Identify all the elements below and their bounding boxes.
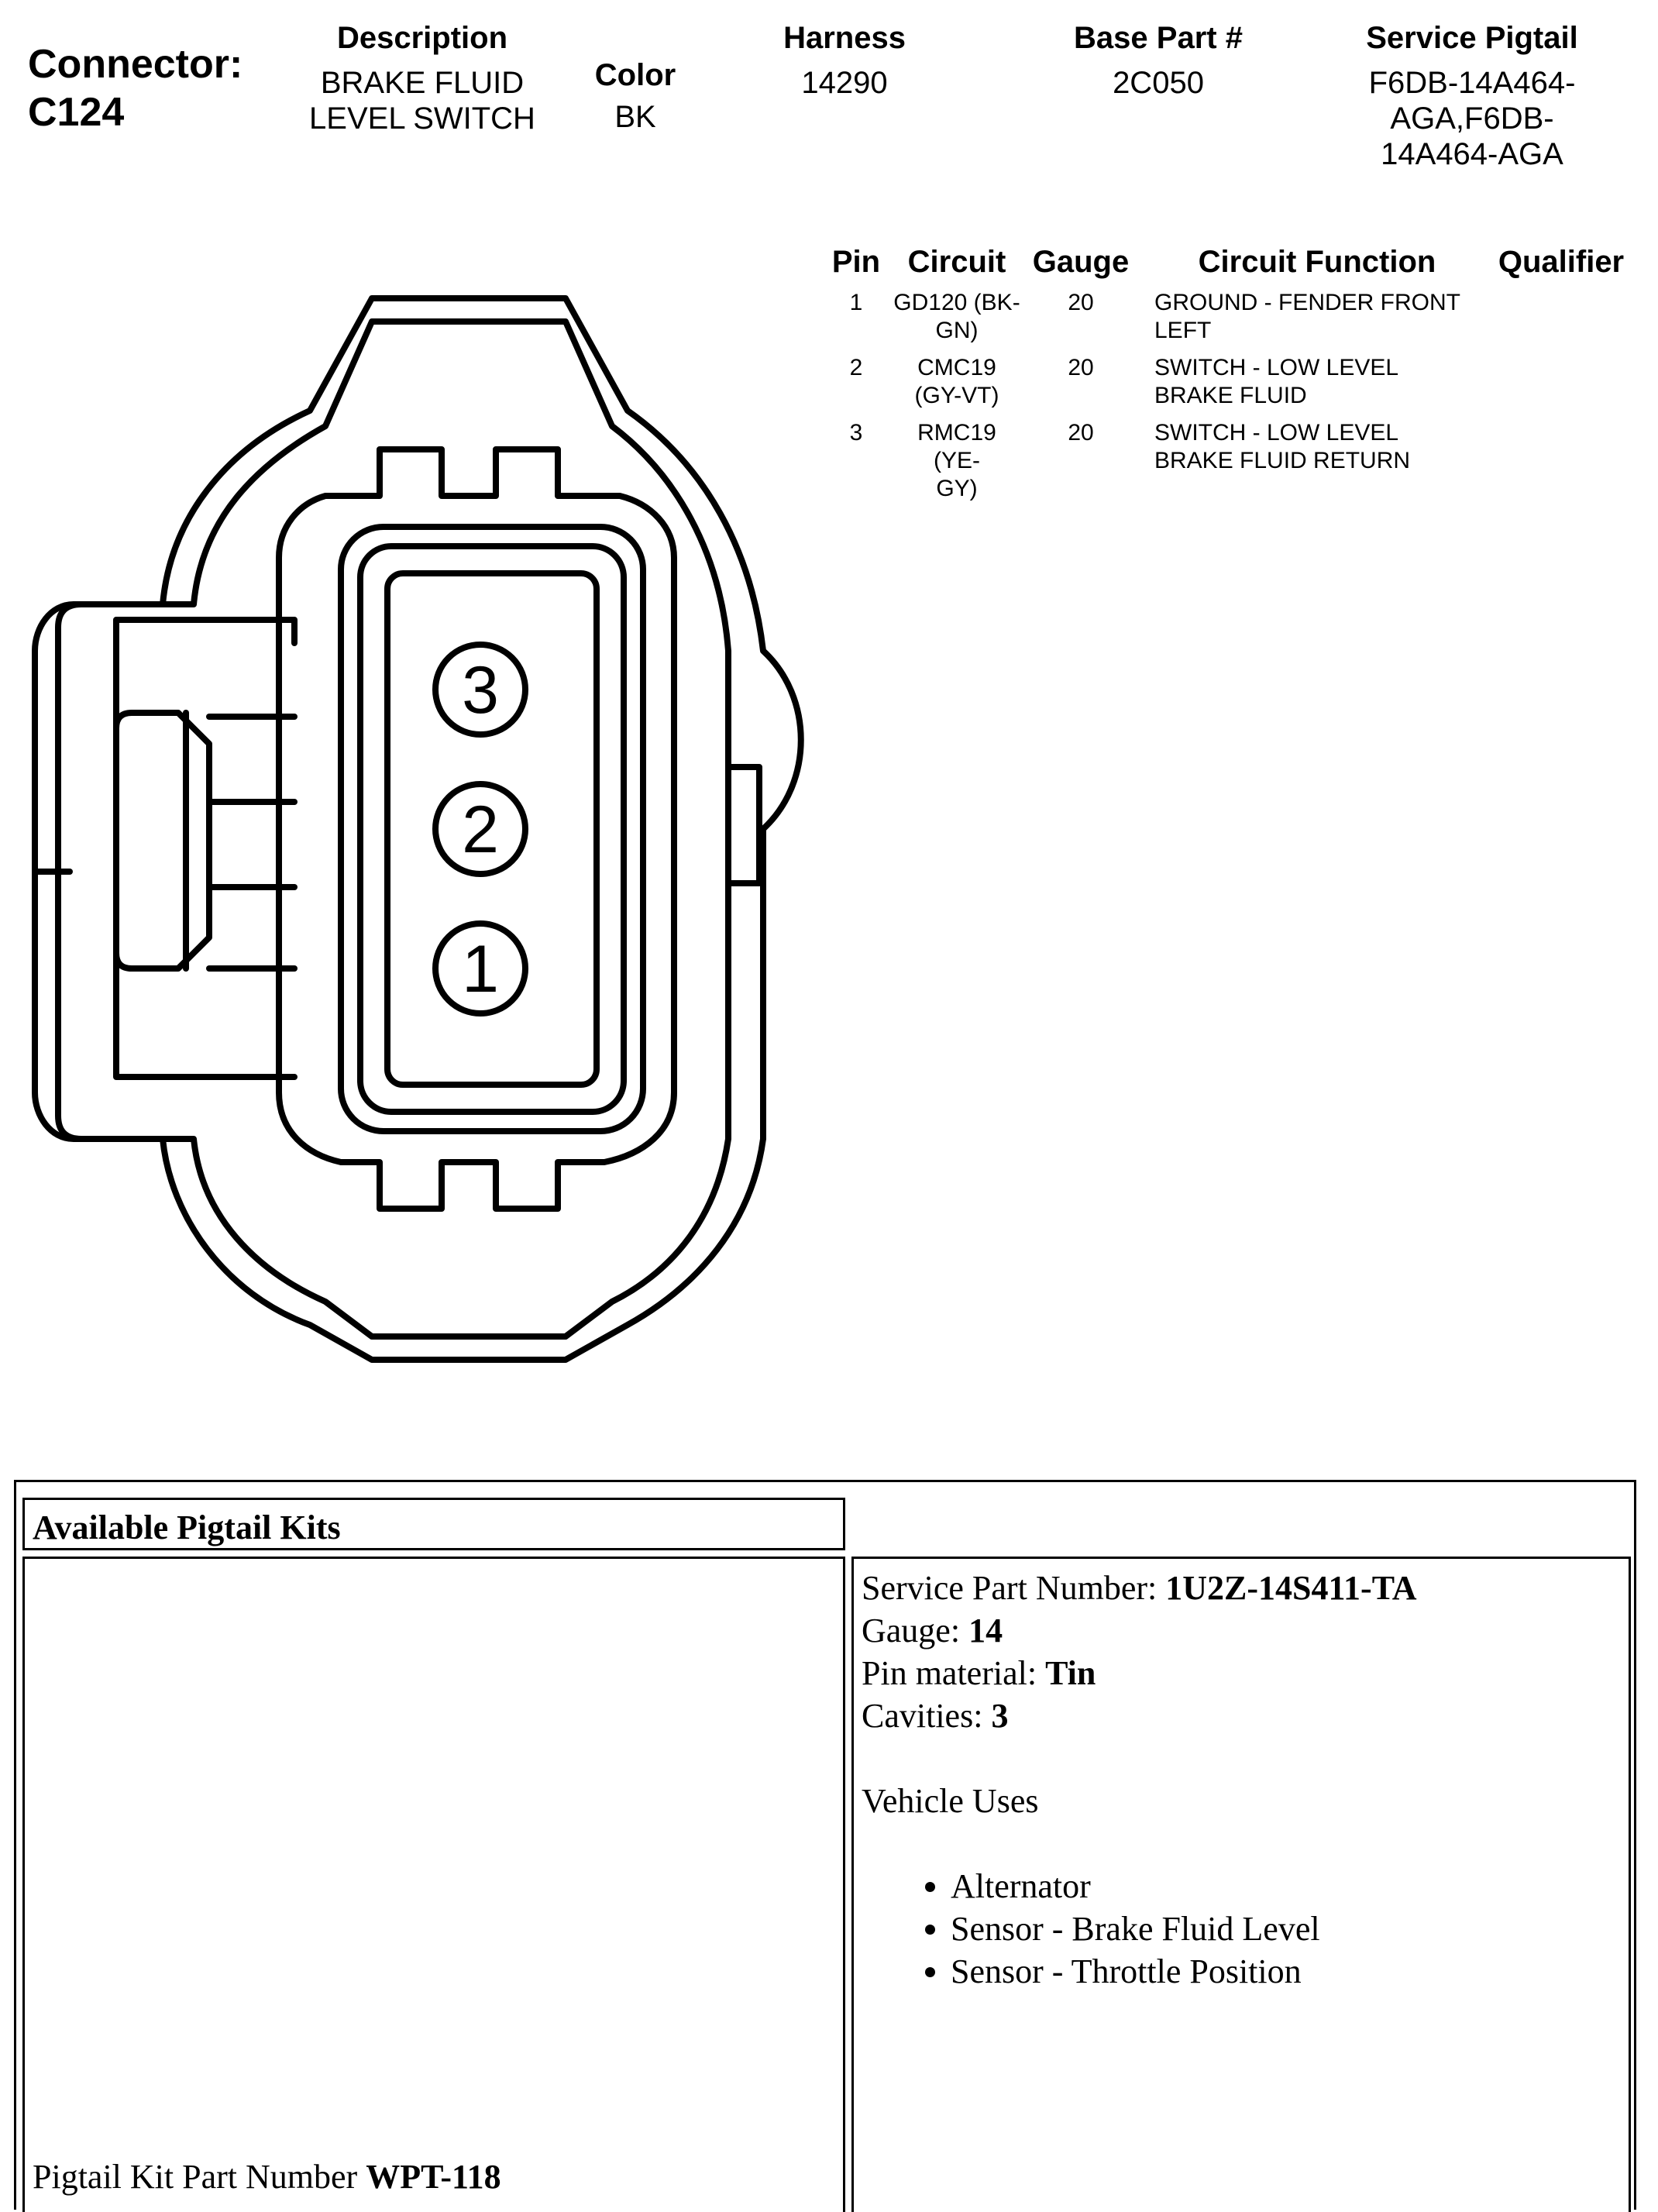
pin-qualifier <box>1480 419 1643 512</box>
cavities <box>862 1694 1417 1737</box>
connector-label: Connector: <box>28 42 243 87</box>
kit-gauge-label: Gauge: <box>862 1612 969 1650</box>
cavity-1-label: 1 <box>462 932 499 1006</box>
pin-function <box>1139 289 1480 354</box>
vehicle-use-item: • Alternator <box>951 1865 1417 1908</box>
pin-function <box>1139 354 1480 419</box>
color-value: BK <box>614 100 656 134</box>
base-part-column <box>1027 19 1290 101</box>
pin-function-line2: BRAKE FLUID RETURN <box>1154 448 1411 473</box>
service-part-number <box>862 1567 1417 1609</box>
vehicle-use-item: • Sensor - Brake Fluid Level <box>951 1908 1417 1950</box>
cavity-3-label: 3 <box>462 653 499 728</box>
harness-value: 14290 <box>801 66 888 100</box>
pin-circuit-line1: GD120 (BK- <box>893 290 1020 315</box>
pin-row <box>821 354 1643 419</box>
description-header: Description <box>336 21 508 55</box>
pin-circuit-line1: CMC19 <box>917 355 996 380</box>
pigtail-kit-specs <box>854 1567 1417 1993</box>
pin-material-value: Tin <box>1045 1654 1096 1692</box>
pigtail-kit-part-label: Pigtail Kit Part Number <box>33 2158 366 2196</box>
pin-function <box>1139 419 1480 512</box>
pin-row <box>821 419 1643 512</box>
kit-gauge-value: 14 <box>968 1612 1003 1650</box>
pin-function-line1: SWITCH - LOW LEVEL <box>1154 420 1399 445</box>
color-column <box>558 56 713 135</box>
pin-function-line2: BRAKE FLUID <box>1154 383 1307 408</box>
circuit-header: Circuit <box>907 245 1006 279</box>
gauge-header: Gauge <box>1032 245 1130 279</box>
pin-circuit-line1: RMC19 (YE- <box>917 420 996 473</box>
pigtail-kit-image-cell <box>22 1557 845 2212</box>
latch-outline <box>116 620 294 1077</box>
vehicle-uses-list <box>854 1865 1417 1993</box>
description-column <box>287 19 558 136</box>
pin-circuit-line2: GN) <box>935 318 979 343</box>
service-pigtail-column <box>1333 19 1612 172</box>
service-pigtail-header: Service Pigtail <box>1366 21 1578 55</box>
pin-function-line1: SWITCH - LOW LEVEL <box>1154 355 1399 380</box>
pin-gauge: 20 <box>1068 355 1094 380</box>
latch-inner <box>116 713 209 968</box>
harness-header: Harness <box>783 21 906 55</box>
pigtail-kit-part-number <box>33 2157 501 2197</box>
pigtail-kits-title: Available Pigtail Kits <box>33 1508 341 1546</box>
pigtail-kits-title-cell <box>22 1498 845 1550</box>
description-value-line1: BRAKE FLUID <box>320 66 525 100</box>
service-part-value: 1U2Z-14S411-TA <box>1165 1569 1417 1607</box>
pin-qualifier <box>1480 354 1643 419</box>
pin-number: 2 <box>849 355 863 380</box>
cavities-label: Cavities: <box>862 1697 992 1735</box>
pin-row <box>821 289 1643 354</box>
pigtail-kits-table <box>14 1480 1636 2210</box>
pin-qualifier <box>1480 289 1643 354</box>
base-part-header: Base Part # <box>1074 21 1243 55</box>
pin-table <box>821 245 1643 512</box>
pin-function-line1: GROUND - FENDER FRONT <box>1154 290 1460 315</box>
right-key-notch <box>728 767 759 883</box>
pin-circuit <box>891 419 1023 512</box>
vehicle-use-item: • Sensor - Throttle Position <box>951 1950 1417 1993</box>
service-pigtail-line3: 14A464-AGA <box>1381 137 1563 171</box>
description-value-line2: LEVEL SWITCH <box>309 101 535 136</box>
connector-id: C124 <box>28 90 125 135</box>
harness-column <box>728 19 961 101</box>
pin-gauge: 20 <box>1068 290 1094 315</box>
pigtail-kit-details-cell <box>851 1557 1631 2212</box>
pin-table-header-row <box>821 245 1643 289</box>
pigtail-kit-part-value: WPT-118 <box>366 2158 501 2196</box>
cavities-value: 3 <box>991 1697 1009 1735</box>
pin-header: Pin <box>831 245 881 279</box>
connector-face-diagram <box>31 294 806 1379</box>
vehicle-uses-title: Vehicle Uses <box>862 1782 1039 1820</box>
pin-number: 1 <box>849 290 863 315</box>
housing-inner-outline <box>58 322 728 1336</box>
pin-material-label: Pin material: <box>862 1654 1046 1692</box>
pin-circuit <box>891 289 1023 354</box>
service-pigtail-line2: AGA,F6DB- <box>1390 101 1554 136</box>
pin-circuit <box>891 354 1023 419</box>
housing-outer-outline <box>35 298 801 1360</box>
base-part-value: 2C050 <box>1113 66 1204 100</box>
service-part-label: Service Part Number: <box>862 1569 1166 1607</box>
kit-gauge <box>862 1609 1417 1652</box>
pin-number: 3 <box>849 420 863 445</box>
pin-material <box>862 1652 1417 1694</box>
pin-gauge: 20 <box>1068 420 1094 445</box>
connector-title <box>28 40 243 136</box>
qualifier-header: Qualifier <box>1498 245 1625 279</box>
color-header: Color <box>594 58 676 92</box>
service-pigtail-line1: F6DB-14A464- <box>1368 66 1576 100</box>
pin-function-line2: LEFT <box>1154 318 1212 343</box>
pin-circuit-line2: (GY-VT) <box>914 383 999 408</box>
cavity-2-label: 2 <box>462 793 499 867</box>
pin-circuit-line2: GY) <box>936 476 978 501</box>
circuit-function-header: Circuit Function <box>1198 245 1436 279</box>
